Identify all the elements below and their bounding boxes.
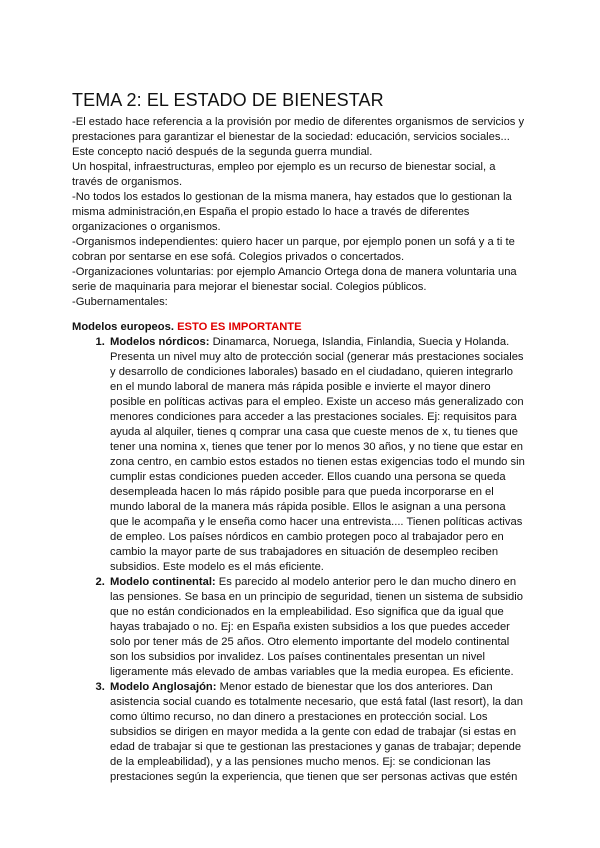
- list-item-nordic: [108, 335, 527, 575]
- intro-paragraph: -Gubernamentales:: [72, 296, 168, 308]
- model-description: Dinamarca, Noruega, Islandia, Finlandia, Suecia y Holanda. Presenta un nivel muy alto de protección social (generar más prestaciones sociales y desarrollo de condiciones laborales) basado en el ciudadano, quieren integrarlo en el mundo laboral de manera más rápida posible e invierte el mayor dinero posible en políticas activas para el empleo. Existe un acceso más generalizado con menores condiciones para acceder a las prestaciones sociales. Ej: requisitos para ayuda al alquiler, tienes q comprar una casa que cueste menos de x, tu tienes que tener una nomina x, tienes que tener por lo menos 30 años, y no tiene que estar en zona centro, en cambio estos estados no tienen estas exigencias todo el mundo sin cumplir estas condiciones pueden acceder. Ellos cuando una persona se queda desempleada hacen lo más rápido posible para que pueda incorporarse en el mundo laboral de la manera más rápida posible. Ellos le asignan a una persona que le acompaña y le enseña como hacer una entrevista.... Tienen políticas activas de empleo. Los países nórdicos en cambio protegen poco al trabajador pero en cambio la mayor parte de sus trabajadores en situación de desempleo reciben subsidios. Este modelo es el más eficiente.: [110, 336, 525, 573]
- models-list: [72, 335, 527, 785]
- european-models-section: [72, 320, 527, 785]
- list-item-anglosaxon: [108, 680, 527, 785]
- intro-block: [72, 115, 527, 310]
- model-name: Modelo Anglosajón:: [110, 681, 217, 693]
- list-item-continental: [108, 575, 527, 680]
- intro-paragraph: -Organizaciones voluntarias: por ejemplo Amancio Ortega dona de manera voluntaria una serie de maquinaria para mejorar el bienestar social. Colegios públicos.: [72, 266, 517, 293]
- intro-paragraph: Un hospital, infraestructuras, empleo por ejemplo es un recurso de bienestar social, a través de organismos.: [72, 161, 496, 188]
- intro-paragraph: -No todos los estados lo gestionan de la misma manera, hay estados que lo gestionan la misma administración,en España el propio estado lo hace a través de diferentes organizaciones o organismos.: [72, 191, 512, 233]
- model-description: Es parecido al modelo anterior pero le dan mucho dinero en las pensiones. Se basa en un principio de seguridad, tienen un sistema de subsidio que no están condicionados en la empleabilidad. Eso significa que da igual que hayas trabajado o no. Ej: en España existen subsidios a los que puedes acceder solo por tener más de 25 años. Otro elemento importante del modelo continental son los subsidios por invalidez. Los países continentales presentan un nivel ligeramente más elevado de ambas variables que la media europea. Es eficiente.: [110, 576, 523, 678]
- page-title: TEMA 2: EL ESTADO DE BIENESTAR: [72, 90, 384, 110]
- important-highlight: ESTO ES IMPORTANTE: [177, 321, 302, 333]
- intro-paragraph: -El estado hace referencia a la provisión por medio de diferentes organismos de servicios y prestaciones para garantizar el bienestar de la sociedad: educación, servicios sociales...: [72, 116, 525, 143]
- intro-paragraph: -Organismos independientes: quiero hacer un parque, por ejemplo ponen un sofá y a ti te cobran por sentarse en ese sofá. Colegios privados o concertados.: [72, 236, 515, 263]
- section-heading-text: Modelos europeos.: [72, 321, 174, 333]
- model-description: Menor estado de bienestar que los dos anteriores. Dan asistencia social cuando es totalmente necesario, que está fatal (last resort), la dan como último recurso, no dan dinero a prestaciones en protección social. Los subsidios se dirigen en mayor medida a la gente con edad de trabajar (si estas en edad de trabajar si que te gestionan las prestaciones y ganas de trabajar; depende de la empleabilidad), y a las pensiones mucho menos. Ej: se condicionan las prestaciones según la experiencia, que tienen que ser personas activas que estén: [110, 681, 523, 783]
- intro-paragraph: Este concepto nació después de la segunda guerra mundial.: [72, 146, 373, 158]
- model-name: Modelo continental:: [110, 576, 216, 588]
- model-name: Modelos nórdicos:: [110, 336, 210, 348]
- section-heading: [72, 320, 527, 335]
